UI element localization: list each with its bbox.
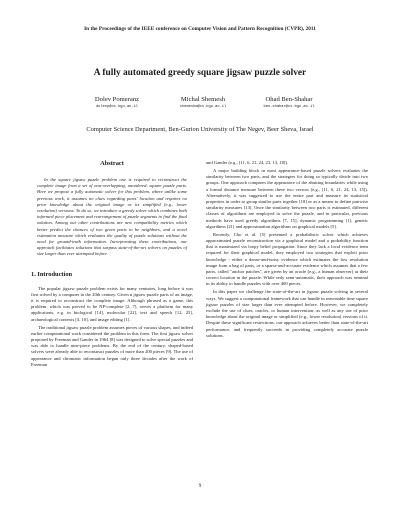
section-heading-introduction: 1. Introduction [31,270,73,278]
continued-paragraph: and Gander (e.g., [11, 6, 21, 24, 23, 13, 18]). [206,160,289,165]
author-block [0,96,400,126]
intro-paragraph-1: The popular jigsaw puzzle problem exists for many centuries, long before it was first solved by a computer in the 20th century. Given n jigsaw puzzle parts of an image, it is required to reconstruct the complete image. Although phrased as a game, this problem, which was proved to be NP-complete [2, 7], serves a platform for many applications, e.g. in biological [14], molecular [22], text and speech [12, 25], archaeological contexts [3, 10], and image editing [1]. [31,285,193,322]
contribution-paragraph: In this paper we challenge the state-of-the-art in jigsaw puzzle solving in several ways. We suggest a computational framework that can handle in reasonable time square jigsaw puzzles of size larger than ever attempted before. However, we completely exclude the use of clues, oracles, or human intervention, as well as any use of prior knowledge about the original image or simplified (e.g., lower resolution) versions of it. Despite these significant restrictions, our approach achieves better than state-of-the-art performance, and frequently succeeds in providing completely accurate puzzle solutions. [206,289,368,338]
intro-paragraph-2: The traditional jigsaw puzzle problem assumes pieces of various shapes, and indeed earlier computational work considered the problem in this form. The first jigsaw solver proposed by Freeman and Gander in 1964 [8] was designed to solve special puzzles and was able to handle nine-piece problems. By the end of the century, shaped-based solvers were already able to reconstruct puzzles of more than 200 pieces [9]. The use of appearance and chromatic information began only three decades after the work of Freeman [31,324,193,367]
author-name: Dolev Pomeranz [94,96,140,103]
left-column [31,160,193,370]
conference-banner: In the Proceedings of the IEEE conference on Computer Vision and Pattern Recognition (CVPR), 2011 [84,26,316,32]
author-email: shemeshm@cs.bgu.ac.il [179,105,227,109]
author-name: Michal Shemesh [180,96,226,103]
author-3 [234,96,344,109]
abstract-heading: Abstract [100,160,124,167]
affiliation: Computer Science Department, Ben-Gurion University of The Negev, Beer Sheva, Israel [86,126,314,133]
paper-title: A fully automated greedy square jigsaw puzzle solver [93,68,307,78]
similarity-paragraph: A major building block in most appearance-based puzzle solvers evaluates the similarity between two parts, and the strategies for doing so typically divide into two groups. One approach compares the appearance of the abutting boundaries while using a formal distance measure between these two vectors (e.g., [11, 6, 21, 24, 13, 15]). Alternatively, it was suggested to use the entire part and measure its statistical properties in order to group similar parts together [18] or as a means to define pairwise similarity measures [13]. Once the similarity between two parts is estimated, different classes of algorithms are employed to solve the puzzle, and in particular, previous methods have used greedy algorithms [7, 15], dynamic programming [1], genetic algorithms [21] and approximation algorithms on graphical models [5]. [206,168,368,229]
author-name: Ohad Ben-Shahar [265,96,313,103]
abstract-text: In the square jigsaw puzzle problem one is required to reconstruct the complete image from a set of non-overlapping, unordered, square puzzle parts. Here we propose a fully automatic solver for this problem, where unlike some previous work, it assumes no clues regarding parts' location and requires no prior knowledge about the original image or its simplified (e.g., lower resolution) versions. To do so, we introduce a greedy solver which combines both informed piece placement and rearrangement of puzzle segments to find the final solution. Among our other contributions are new compatibility metrics which better predict the chances of two given parts to be neighbors, and a novel estimation measure which evaluates the quality of puzzle solutions without the need for ground-truth information. Incorporating these contributions, our approach facilitates solutions that surpass state-of-the-art solvers on puzzles of size larger than ever attempted before. [37,177,187,257]
page-number: 9 [198,484,202,489]
author-email: ben-shahar@cs.bgu.ac.il [263,105,315,109]
author-email: dolevp@cs.bgu.ac.il [95,105,139,109]
related-work-paragraph: Recently, Cho et al. [5] presented a probabilistic solver which achieves approximated puzzle reconstruction via a graphical model and a probability function that is maximized via loopy belief propagation. Since they lack a local evidence term required for their graphical model, they employed two strategies that exploit prior knowledge - either a dense-and-noisy evidence which estimates the low resolution image from a bag of parts, or a sparse-and-accurate evidence which assumes that a few parts, called "anchor patches", are given by an oracle (e.g., a human observer) at their correct location in the puzzle. While only semi-automatic, their approach was seminal in its ability to handle puzzles with over 400 pieces. [206,231,368,287]
right-column [206,160,368,341]
